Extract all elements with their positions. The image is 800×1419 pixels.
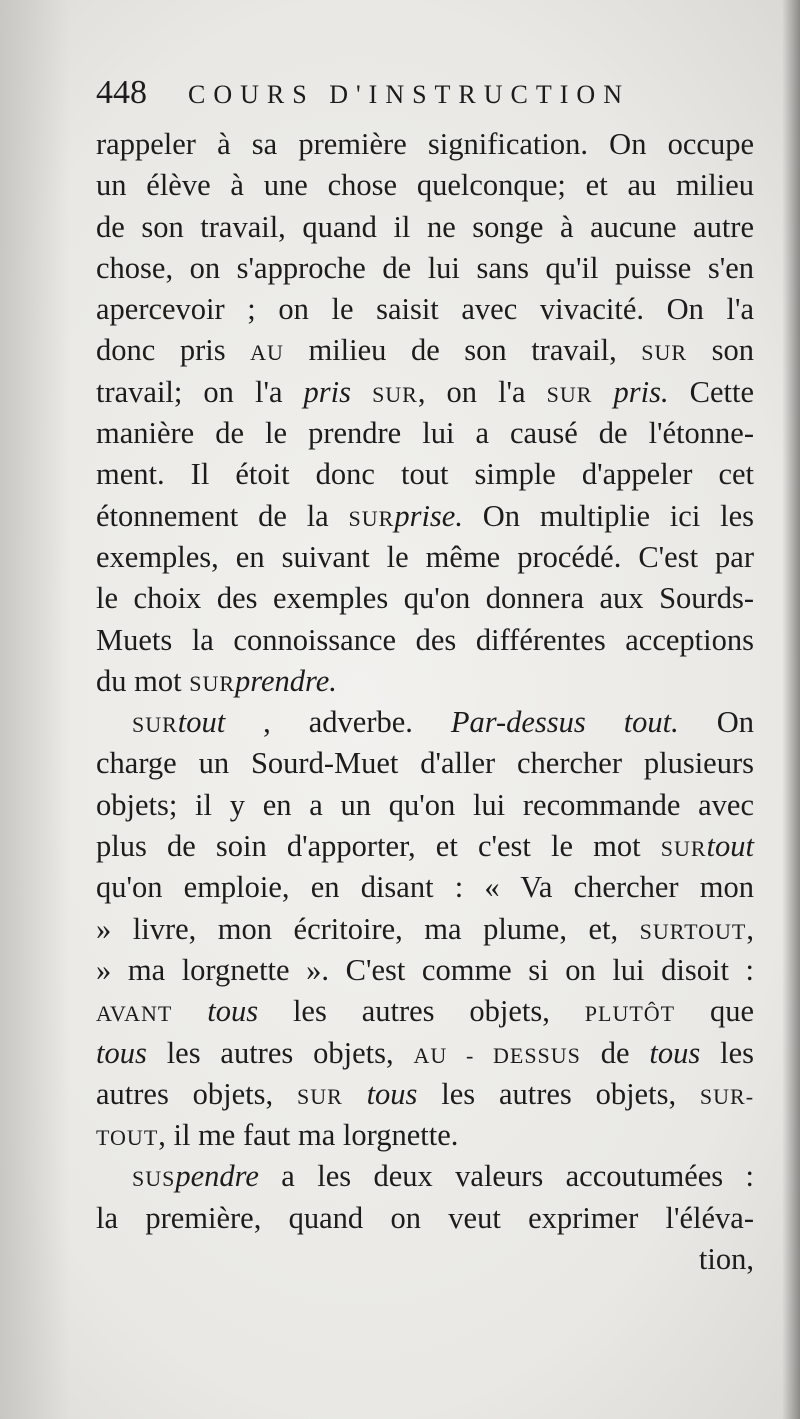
- text-run: , on l'a: [417, 374, 547, 409]
- text-line: [96, 661, 754, 702]
- text-line: [96, 248, 754, 289]
- small-caps-text: AU - DESSUS: [413, 1042, 581, 1068]
- text-run: , il me faut ma lorgnette.: [158, 1118, 459, 1153]
- text-run: milieu de son travail,: [283, 333, 642, 368]
- text-line: [96, 372, 754, 413]
- text-line: [96, 413, 754, 454]
- text-run: ment. Il étoit donc tout simple d'appeler cet: [96, 457, 754, 492]
- text-run: les autres objets,: [417, 1076, 700, 1111]
- text-line: [96, 950, 754, 991]
- text-line: [96, 1239, 754, 1280]
- text-run: apercevoir ; on le saisit avec vivacité. On l'a: [96, 292, 754, 327]
- small-caps-text: SUR: [660, 836, 707, 862]
- text-run: [351, 375, 372, 409]
- italic-text: tous: [207, 994, 259, 1029]
- page-header: [96, 74, 676, 118]
- text-line: [96, 826, 754, 867]
- text-line: [96, 1115, 754, 1156]
- italic-text: tout: [177, 705, 226, 740]
- small-caps-text: SUR: [372, 381, 418, 407]
- text-line: [96, 454, 754, 495]
- text-run: Cette: [668, 374, 755, 409]
- text-run: qu'on emploie, en disant : « Va chercher mon: [96, 870, 754, 905]
- text-run: les: [700, 1035, 754, 1070]
- small-caps-text: PLUTÔT: [584, 1001, 676, 1027]
- text-run: manière de le prendre lui a causé de l'étonne-: [96, 416, 754, 451]
- small-caps-text: SUR: [132, 712, 178, 738]
- text-run: le choix des exemples qu'on donnera aux Sourds-: [96, 581, 754, 616]
- text-run: Muets la connoissance des différentes acceptions: [96, 622, 754, 657]
- small-caps-text: SUR: [189, 670, 235, 696]
- small-caps-text: SUR: [296, 1083, 343, 1109]
- text-run: les autres objets,: [258, 994, 585, 1029]
- small-caps-text: SURTOUT: [639, 918, 747, 944]
- text-run: exemples, en suivant le même procédé. C'est par: [96, 539, 754, 574]
- text-run: On multiplie ici les: [462, 498, 754, 533]
- text-run: [592, 375, 613, 409]
- italic-text: tous: [649, 1035, 701, 1070]
- italic-text: prise.: [394, 498, 463, 533]
- text-run: de son travail, quand il ne songe à aucune autre: [96, 209, 754, 244]
- italic-text: tous: [366, 1076, 418, 1111]
- text-line: [96, 207, 754, 248]
- text-line: [96, 785, 754, 826]
- text-run: » livre, mon écritoire, ma plume, et,: [96, 911, 640, 946]
- text-run: de: [580, 1035, 650, 1070]
- text-run: rappeler à sa première signification. On occupe: [96, 127, 754, 161]
- text-run: un élève à une chose quelconque; et au milieu: [96, 168, 754, 203]
- italic-text: tous: [96, 1035, 147, 1070]
- italic-text: pris.: [613, 374, 669, 409]
- text-run: tion,: [698, 1242, 754, 1277]
- italic-text: pendre: [175, 1159, 259, 1194]
- text-run: [343, 1077, 367, 1111]
- small-caps-text: SUR: [546, 381, 593, 407]
- text-run: plus de soin d'apporter, et c'est le mot: [96, 829, 661, 864]
- text-run: du mot: [96, 663, 190, 698]
- text-line: [96, 1033, 754, 1074]
- text-run: , adverbe.: [225, 705, 451, 740]
- text-line: [96, 537, 754, 578]
- small-caps-text: TOUT: [96, 1125, 159, 1151]
- text-run: son: [687, 333, 754, 368]
- small-caps-text: AU: [250, 340, 284, 366]
- text-line: [96, 1156, 754, 1197]
- text-run: objets; il y en a un qu'on lui recommande avec: [96, 787, 754, 822]
- text-run: a les deux valeurs accoutumées :: [258, 1159, 754, 1194]
- text-run: étonnement de la: [96, 498, 349, 533]
- text-line: [96, 330, 754, 371]
- text-run: les autres objets,: [146, 1035, 414, 1070]
- text-run: la première, quand on veut exprimer l'éléva-: [96, 1200, 754, 1235]
- running-head: COURS D'INSTRUCTION: [188, 80, 630, 109]
- text-line: [96, 1074, 754, 1115]
- text-line: [96, 1198, 754, 1239]
- small-caps-text: SUR: [641, 340, 688, 366]
- page-number: 448: [96, 74, 147, 111]
- text-run: travail; on l'a: [96, 374, 304, 409]
- text-run: On: [678, 705, 754, 740]
- small-caps-text: AVANT: [96, 1001, 173, 1027]
- text-line: [96, 165, 754, 206]
- italic-text: Par-dessus tout.: [450, 705, 679, 740]
- text-line: [96, 702, 754, 743]
- text-run: ,: [746, 911, 754, 946]
- text-line: [96, 991, 754, 1032]
- body-text: [96, 124, 754, 1280]
- small-caps-text: SUR: [348, 505, 395, 531]
- text-line: [96, 496, 754, 537]
- small-caps-text: SUS: [132, 1166, 176, 1192]
- text-run: » ma lorgnette ». C'est comme si on lui disoit :: [96, 952, 754, 987]
- text-run: que: [675, 994, 755, 1029]
- text-line: [96, 620, 754, 661]
- text-run: autres objets,: [96, 1076, 297, 1111]
- italic-text: prendre.: [235, 663, 337, 698]
- text-line: [96, 578, 754, 619]
- italic-text: pris: [303, 374, 351, 409]
- italic-text: tout: [706, 829, 754, 864]
- text-line: [96, 743, 754, 784]
- text-line: [96, 867, 754, 908]
- small-caps-text: SUR-: [699, 1083, 755, 1109]
- text-run: [172, 994, 207, 1028]
- text-run: chose, on s'approche de lui sans qu'il puisse s'en: [96, 250, 754, 285]
- text-line: [96, 909, 754, 950]
- text-run: donc pris: [96, 333, 251, 368]
- text-run: charge un Sourd-Muet d'aller chercher plusieurs: [96, 746, 754, 781]
- text-line: [96, 289, 754, 330]
- text-line: [96, 124, 754, 165]
